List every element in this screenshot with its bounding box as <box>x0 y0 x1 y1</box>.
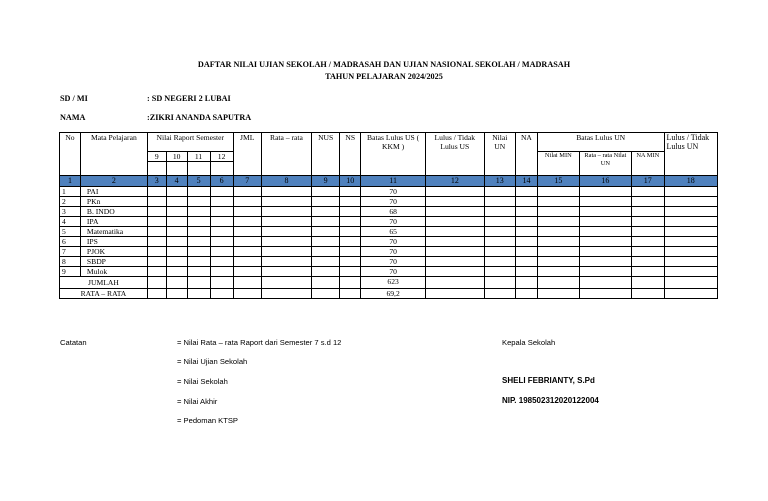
header-un-pass-status: Lulus / Tidak Lulus UN <box>664 133 718 176</box>
header-semester-10: 10 <box>166 152 187 162</box>
empty-cell <box>187 217 210 227</box>
empty-cell <box>537 197 579 207</box>
empty-cell <box>261 197 311 207</box>
empty-cell <box>147 257 166 267</box>
empty-cell <box>632 237 664 247</box>
empty-cell <box>537 187 579 197</box>
empty-cell <box>312 227 340 237</box>
empty-cell <box>632 267 664 277</box>
empty-cell <box>233 257 261 267</box>
empty-cell <box>515 227 537 237</box>
table-row <box>60 237 718 247</box>
column-number: 10 <box>340 176 361 187</box>
empty-cell <box>166 227 187 237</box>
kkm-value: 70 <box>361 247 426 257</box>
empty-cell <box>210 207 233 217</box>
empty-cell <box>210 187 233 197</box>
table-row <box>60 217 718 227</box>
header-jml: JML <box>233 133 261 176</box>
empty-cell <box>426 197 485 207</box>
empty-cell <box>210 247 233 257</box>
header-semester-12: 12 <box>210 152 233 162</box>
empty-cell <box>261 237 311 247</box>
empty-cell <box>147 197 166 207</box>
empty-cell <box>233 207 261 217</box>
column-number: 16 <box>579 176 631 187</box>
subject-name: IPA <box>80 217 147 227</box>
empty-cell <box>515 257 537 267</box>
academic-year: TAHUN PELAJARAN 2024/2025 <box>325 72 443 81</box>
empty-cell <box>312 187 340 197</box>
empty-cell <box>312 237 340 247</box>
empty-cell <box>515 187 537 197</box>
empty-cell <box>484 227 515 237</box>
column-number: 12 <box>426 176 485 187</box>
column-number-row <box>60 176 718 187</box>
empty-cell <box>340 197 361 207</box>
empty-cell <box>484 217 515 227</box>
note-2: = Nilai Ujian Sekolah <box>177 357 248 366</box>
header-un-average: Rata – rata Nilai UN <box>579 152 631 176</box>
column-number: 13 <box>484 176 515 187</box>
column-number: 2 <box>80 176 147 187</box>
subject-name: B. INDO <box>80 207 147 217</box>
empty-cell <box>426 227 485 237</box>
row-number: 7 <box>60 247 81 257</box>
empty-cell <box>147 267 166 277</box>
kkm-value: 70 <box>361 267 426 277</box>
empty-cell <box>166 267 187 277</box>
subject-name: Mulok <box>80 267 147 277</box>
empty-cell <box>664 217 718 227</box>
header-na: NA <box>515 133 537 176</box>
empty-cell <box>515 267 537 277</box>
empty-cell <box>664 237 718 247</box>
table-row <box>60 247 718 257</box>
empty-cell <box>261 267 311 277</box>
empty-cell <box>312 197 340 207</box>
empty-cell <box>147 247 166 257</box>
empty-cell <box>312 267 340 277</box>
empty-cell <box>537 257 579 267</box>
empty-cell <box>312 217 340 227</box>
empty-cell <box>210 197 233 207</box>
empty-cell <box>210 267 233 277</box>
table-row <box>60 257 718 267</box>
column-number: 4 <box>166 176 187 187</box>
empty-cell <box>579 197 631 207</box>
principal-name: SHELI FEBRIANTY, S.Pd <box>502 376 595 385</box>
empty-cell <box>664 227 718 237</box>
empty-cell <box>632 227 664 237</box>
empty-cell <box>147 187 166 197</box>
empty-cell <box>233 187 261 197</box>
empty-cell <box>147 217 166 227</box>
empty-cell <box>166 207 187 217</box>
empty-cell <box>210 227 233 237</box>
subject-name: PJOK <box>80 247 147 257</box>
empty-cell <box>187 197 210 207</box>
empty-cell <box>261 227 311 237</box>
empty-cell <box>484 207 515 217</box>
empty-cell <box>340 187 361 197</box>
empty-cell <box>664 207 718 217</box>
principal-nip: NIP. 198502312020122004 <box>502 396 599 405</box>
empty-cell <box>166 257 187 267</box>
empty-cell <box>632 187 664 197</box>
column-number: 9 <box>312 176 340 187</box>
document-title: DAFTAR NILAI UJIAN SEKOLAH / MADRASAH DAN UJIAN NASIONAL SEKOLAH / MADRASAH <box>197 60 571 69</box>
note-4: = Nilai Akhir <box>177 397 218 406</box>
empty-cell <box>166 217 187 227</box>
empty-cell <box>312 207 340 217</box>
empty-cell <box>426 217 485 227</box>
column-number: 3 <box>147 176 166 187</box>
empty-cell <box>579 267 631 277</box>
header-average: Rata – rata <box>261 133 311 176</box>
empty-cell <box>233 227 261 237</box>
header-un-passing-grade: Batas Lulus UN <box>537 133 664 152</box>
empty-cell <box>426 187 485 197</box>
empty-cell <box>537 267 579 277</box>
empty-cell <box>187 207 210 217</box>
average-value: 69,2 <box>361 289 426 299</box>
header-ns: NS <box>340 133 361 176</box>
header-na-min: NA MIN <box>632 152 664 176</box>
name-label: NAMA <box>60 113 86 122</box>
empty-cell <box>579 237 631 247</box>
empty-cell <box>166 237 187 247</box>
empty-cell <box>537 237 579 247</box>
empty-cell <box>579 187 631 197</box>
header-us-pass-status: Lulus / Tidak Lulus US <box>426 133 485 176</box>
empty-cell <box>187 187 210 197</box>
column-number: 11 <box>361 176 426 187</box>
empty-cell <box>340 207 361 217</box>
empty-cell <box>632 257 664 267</box>
empty-cell <box>537 207 579 217</box>
note-3: = Nilai Sekolah <box>177 377 228 386</box>
empty-cell <box>515 197 537 207</box>
kkm-value: 70 <box>361 217 426 227</box>
empty-cell <box>340 257 361 267</box>
empty-cell <box>484 197 515 207</box>
note-1: = Nilai Rata – rata Raport dari Semester 7 s.d 12 <box>177 338 342 347</box>
table-row <box>60 187 718 197</box>
empty-cell <box>537 227 579 237</box>
empty-cell <box>261 207 311 217</box>
empty-cell <box>664 197 718 207</box>
empty-cell <box>261 257 311 267</box>
empty-cell <box>484 267 515 277</box>
row-number: 4 <box>60 217 81 227</box>
empty-cell <box>187 227 210 237</box>
subject-name: PAI <box>80 187 147 197</box>
row-number: 3 <box>60 207 81 217</box>
empty-cell <box>210 237 233 247</box>
average-label: RATA – RATA <box>60 289 148 299</box>
row-number: 6 <box>60 237 81 247</box>
empty-cell <box>233 217 261 227</box>
header-semester-9: 9 <box>147 152 166 162</box>
empty-cell <box>632 197 664 207</box>
row-number: 1 <box>60 187 81 197</box>
column-number: 17 <box>632 176 664 187</box>
header-us-passing-grade: Batas Lulus US ( KKM ) <box>361 133 426 176</box>
column-number: 7 <box>233 176 261 187</box>
kkm-value: 65 <box>361 227 426 237</box>
row-number: 5 <box>60 227 81 237</box>
row-number: 8 <box>60 257 81 267</box>
empty-cell <box>312 257 340 267</box>
empty-cell <box>515 247 537 257</box>
empty-cell <box>233 247 261 257</box>
empty-cell <box>147 227 166 237</box>
notes-label: Catatan <box>60 338 87 347</box>
empty-cell <box>579 217 631 227</box>
empty-cell <box>579 227 631 237</box>
empty-cell <box>340 267 361 277</box>
empty-cell <box>426 267 485 277</box>
empty-cell <box>484 237 515 247</box>
column-number: 5 <box>187 176 210 187</box>
empty-cell <box>426 247 485 257</box>
header-report-semester: Nilai Raport Semester <box>147 133 233 152</box>
empty-cell <box>664 257 718 267</box>
column-number: 6 <box>210 176 233 187</box>
empty-cell <box>426 257 485 267</box>
empty-cell <box>166 197 187 207</box>
subject-name: PKn <box>80 197 147 207</box>
column-number: 14 <box>515 176 537 187</box>
table-header <box>60 133 718 176</box>
empty-cell <box>233 237 261 247</box>
empty-cell <box>515 237 537 247</box>
name-value: :ZIKRI ANANDA SAPUTRA <box>147 113 252 122</box>
kkm-value: 70 <box>361 257 426 267</box>
principal-label: Kepala Sekolah <box>502 338 556 347</box>
empty-cell <box>632 207 664 217</box>
empty-cell <box>515 207 537 217</box>
empty-cell <box>233 267 261 277</box>
table-body <box>60 187 718 277</box>
header-subject: Mata Pelajaran <box>80 133 147 176</box>
empty-cell <box>632 247 664 257</box>
empty-cell <box>579 247 631 257</box>
kkm-value: 70 <box>361 197 426 207</box>
empty-cell <box>187 237 210 247</box>
empty-cell <box>340 247 361 257</box>
header-min-score: Nilai MIN <box>537 152 579 176</box>
table-row <box>60 197 718 207</box>
total-label: JUMLAH <box>60 277 148 289</box>
empty-cell <box>537 247 579 257</box>
empty-cell <box>187 267 210 277</box>
empty-cell <box>187 247 210 257</box>
empty-cell <box>340 227 361 237</box>
column-number: 1 <box>60 176 81 187</box>
empty-cell <box>426 237 485 247</box>
empty-cell <box>426 207 485 217</box>
empty-cell <box>147 207 166 217</box>
subject-name: IPS <box>80 237 147 247</box>
subject-name: Matematika <box>80 227 147 237</box>
empty-cell <box>312 247 340 257</box>
empty-cell <box>261 187 311 197</box>
column-number: 8 <box>261 176 311 187</box>
empty-cell <box>210 217 233 227</box>
empty-cell <box>484 257 515 267</box>
empty-cell <box>261 217 311 227</box>
empty-cell <box>537 217 579 227</box>
empty-cell <box>210 257 233 267</box>
header-nus: NUS <box>312 133 340 176</box>
empty-cell <box>515 217 537 227</box>
column-number: 18 <box>664 176 718 187</box>
table-row <box>60 267 718 277</box>
empty-cell <box>579 207 631 217</box>
table-row <box>60 207 718 217</box>
column-number: 15 <box>537 176 579 187</box>
school-value: : SD NEGERI 2 LUBAI <box>147 94 231 103</box>
subject-name: SBDP <box>80 257 147 267</box>
empty-cell <box>340 237 361 247</box>
empty-cell <box>187 257 210 267</box>
kkm-value: 70 <box>361 187 426 197</box>
kkm-value: 70 <box>361 237 426 247</box>
row-number: 2 <box>60 197 81 207</box>
kkm-value: 68 <box>361 207 426 217</box>
header-un-score: Nilai UN <box>484 133 515 176</box>
table-summary <box>60 277 718 299</box>
school-label: SD / MI <box>60 94 88 103</box>
empty-cell <box>166 247 187 257</box>
table-row <box>60 227 718 237</box>
header-no: No <box>60 133 81 176</box>
empty-cell <box>664 187 718 197</box>
empty-cell <box>147 237 166 247</box>
empty-cell <box>166 187 187 197</box>
empty-cell <box>484 187 515 197</box>
empty-cell <box>579 257 631 267</box>
header-semester-11: 11 <box>187 152 210 162</box>
total-value: 623 <box>361 277 426 289</box>
empty-cell <box>233 197 261 207</box>
row-number: 9 <box>60 267 81 277</box>
empty-cell <box>340 217 361 227</box>
grades-table <box>59 132 718 299</box>
empty-cell <box>664 267 718 277</box>
empty-cell <box>664 247 718 257</box>
empty-cell <box>261 247 311 257</box>
note-5: = Pedoman KTSP <box>177 416 238 425</box>
empty-cell <box>632 217 664 227</box>
empty-cell <box>484 247 515 257</box>
